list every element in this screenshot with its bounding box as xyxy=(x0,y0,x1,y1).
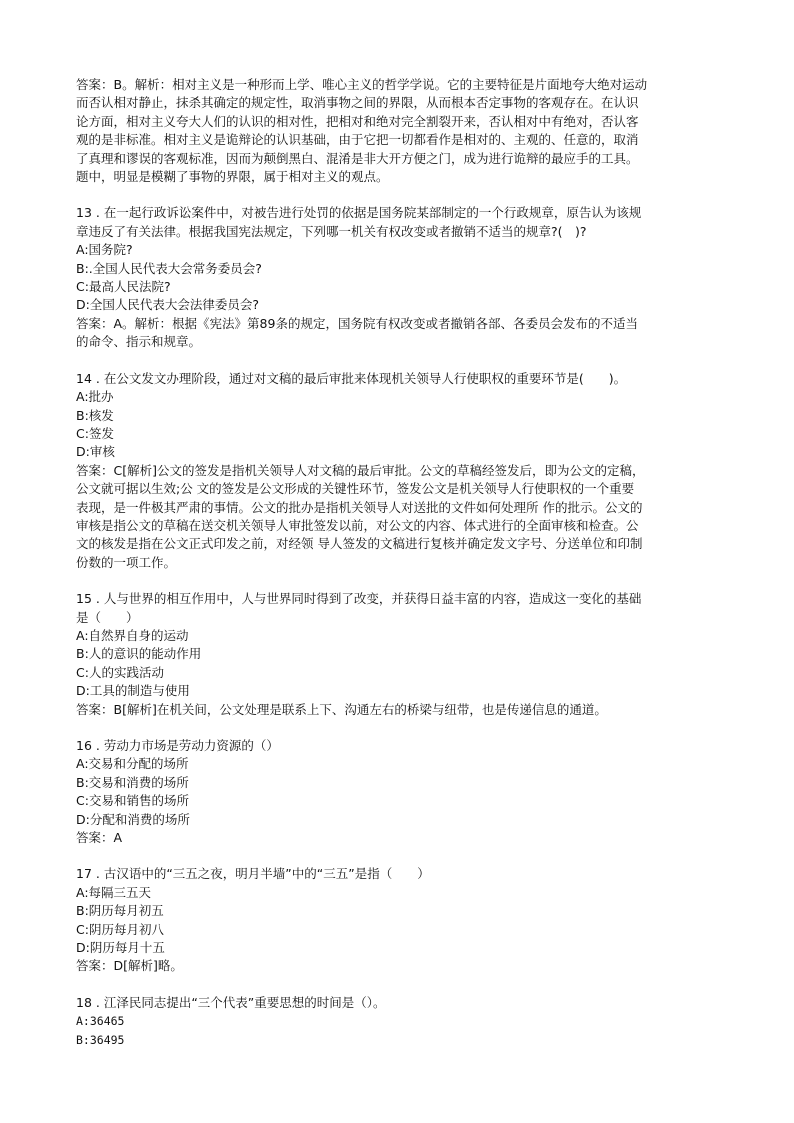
option-line: C:签发 xyxy=(76,425,114,441)
option-line: A:自然界自身的运动 xyxy=(76,627,189,643)
option-line: B:人的意识的能动作用 xyxy=(76,646,202,662)
option-line: B:.全国人民代表大会常务委员会? xyxy=(76,260,262,276)
text-line: 审核是指公文的草稿在送交机关领导人审批签发以前，对公文的内容、体式进行的全面审核和检查。公 xyxy=(76,517,639,533)
option-line: A:批办 xyxy=(76,389,114,405)
question-block xyxy=(76,994,726,1049)
text-line: 公文就可据以生效;公 文的签发是公文形成的关键性环节，签发公文是机关领导人行使职权的一个重要 xyxy=(76,481,635,497)
option-line: B:36495 xyxy=(76,1032,125,1047)
text-line: 了真理和谬误的客观标准，因而为颠倒黑白、混淆是非大开方便之门，成为进行诡辩的最应手的工具。 xyxy=(76,150,639,166)
text-line: 章违反了有关法律。根据我国宪法规定，下列哪一机关有权改变或者撤销不适当的规章?( )? xyxy=(76,223,587,239)
question-block xyxy=(76,737,726,847)
text-line: 答案：C[解析]公文的签发是指机关领导人对文稿的最后审批。公文的草稿经签发后，即为公文的定稿， xyxy=(76,462,645,478)
option-line: B:交易和消费的场所 xyxy=(76,774,189,790)
text-line: 论方面，相对主义夸大人们的认识的相对性，把相对和绝对完全割裂开来，否认相对中有绝对，否认客 xyxy=(76,113,639,129)
option-line: D:阴历每月十五 xyxy=(76,940,165,956)
question-block xyxy=(76,865,726,975)
question-block xyxy=(76,370,726,572)
option-line: A:36465 xyxy=(76,1014,125,1029)
text-line: 答案：A。解析：根据《宪法》第89条的规定，国务院有权改变或者撤销各部、各委员会发布的不适当 xyxy=(76,315,638,331)
option-line: D:审核 xyxy=(76,444,115,460)
option-line: A:每隔三五天 xyxy=(76,884,152,900)
text-line: 17 . 古汉语中的“三五之夜，明月半墙”中的“三五”是指（ ） xyxy=(76,866,430,882)
text-line: 是（ ） xyxy=(76,609,139,625)
question-block xyxy=(76,76,726,186)
text-line: 答案：D[解析]略。 xyxy=(76,958,183,974)
text-line: 题中，明显是模糊了事物的界限，属于相对主义的观点。 xyxy=(76,169,389,185)
option-line: D:分配和消费的场所 xyxy=(76,811,190,827)
text-line: 答案：B。解析：相对主义是一种形而上学、唯心主义的哲学学说。它的主要特征是片面地夸大绝对运动 xyxy=(76,77,648,92)
document-content xyxy=(76,76,726,1067)
option-line: C:人的实践活动 xyxy=(76,664,164,680)
question-block xyxy=(76,204,726,351)
text-line: 文的核发是指在公文正式印发之前，对经领 导人签发的文稿进行复核并确定发文字号、分送单位和印制 xyxy=(76,536,643,552)
option-line: D:全国人民代表大会法律委员会? xyxy=(76,297,259,313)
text-line: 15 . 人与世界的相互作用中，人与世界同时得到了改变，并获得日益丰富的内容，造成这一变化的基础 xyxy=(76,591,642,607)
option-line: D:工具的制造与使用 xyxy=(76,683,190,699)
text-line: 表现，是一件极其严肃的事情。公文的批办是指机关领导人对送批的文件如何处理所 作的批示。公文的 xyxy=(76,499,643,515)
option-line: A:国务院? xyxy=(76,242,133,258)
text-line: 而否认相对静止，抹杀其确定的规定性，取消事物之间的界限，从而根本否定事物的客观存在。在认识 xyxy=(76,95,639,111)
text-line: 答案：A xyxy=(76,830,123,846)
text-line: 16 . 劳动力市场是劳动力资源的（） xyxy=(76,738,279,753)
text-line: 的命令、指示和规章。 xyxy=(76,334,202,350)
option-line: C:最高人民法院? xyxy=(76,279,171,295)
option-line: C:交易和销售的场所 xyxy=(76,793,189,809)
text-line: 观的是非标准。相对主义是诡辩论的认识基础，由于它把一切都看作是相对的、主观的、任意的，取消 xyxy=(76,132,639,148)
question-block xyxy=(76,590,726,719)
text-line: 14 . 在公文发文办理阶段，通过对文稿的最后审批来体现机关领导人行使职权的重要环节是( )。 xyxy=(76,370,627,386)
option-line: A:交易和分配的场所 xyxy=(76,756,189,772)
text-line: 份数的一项工作。 xyxy=(76,554,177,570)
text-line: 18 . 江泽民同志提出“三个代表”重要思想的时间是（）。 xyxy=(76,994,386,1010)
option-line: B:阴历每月初五 xyxy=(76,903,164,919)
option-line: B:核发 xyxy=(76,407,114,423)
text-line: 13 . 在一起行政诉讼案件中，对被告进行处罚的依据是国务院某部制定的一个行政规章，原告认为该规 xyxy=(76,205,642,221)
option-line: C:阴历每月初八 xyxy=(76,921,164,937)
text-line: 答案：B[解析]在机关间，公文处理是联系上下、沟通左右的桥梁与纽带，也是传递信息的通道。 xyxy=(76,701,607,717)
